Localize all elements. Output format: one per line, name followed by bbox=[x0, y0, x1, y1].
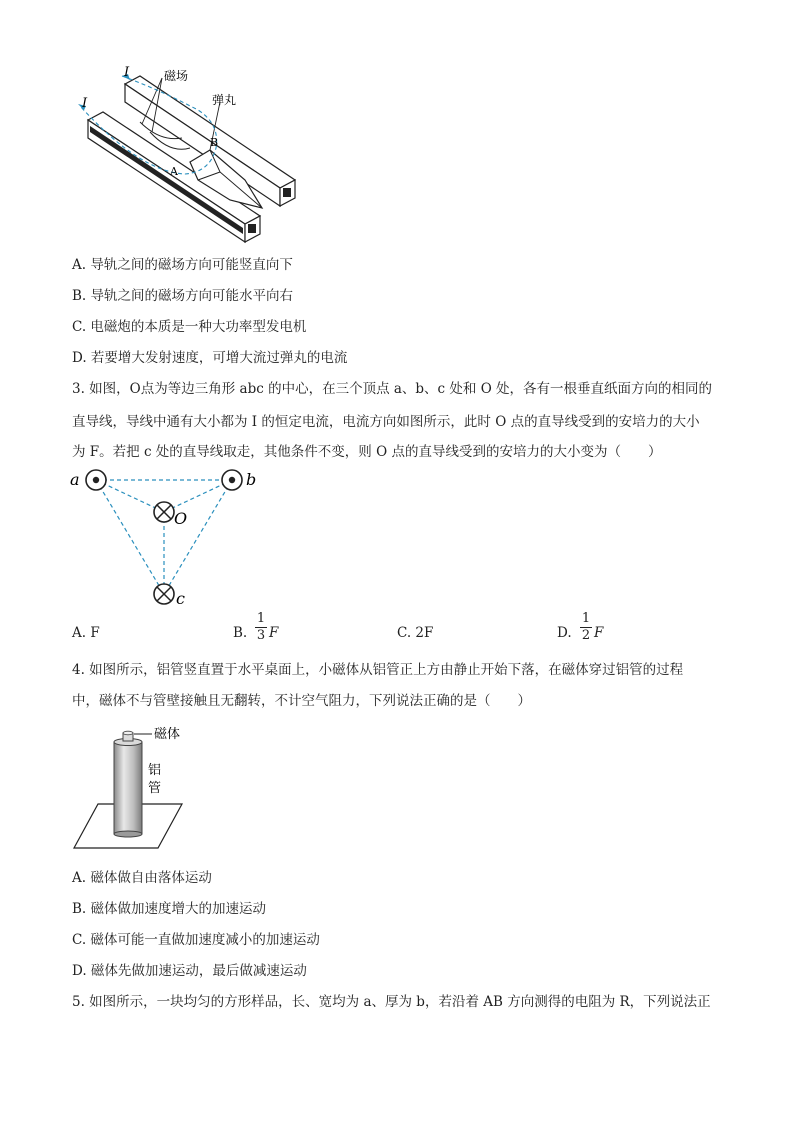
q3-option-b-fraction bbox=[255, 612, 267, 643]
q4-line-2: 中，磁体不与管壁接触且无翻转，不计空气阻力，下列说法正确的是（ ） bbox=[72, 693, 531, 709]
q3-line-2: 直导线，导线中通有大小都为 I 的恒定电流，电流方向如图所示，此时 O 点的直导线受到的安培力的大小 bbox=[72, 414, 700, 430]
vertex-b-label: b bbox=[246, 470, 257, 489]
q3-option-c: C. 2F bbox=[397, 625, 434, 641]
q3-option-b-prefix: B. bbox=[233, 625, 248, 641]
q3-option-b-denominator: 3 bbox=[256, 628, 266, 643]
q4-line-1: 4. 如图所示，铝管竖直置于水平桌面上，小磁体从铝管正上方由静止开始下落，在磁体穿过铝管的过程 bbox=[72, 662, 684, 678]
q4-option-b: B. 磁体做加速度增大的加速运动 bbox=[72, 901, 267, 917]
q3-option-d-fraction bbox=[580, 612, 592, 643]
q2-option-d: D. 若要增大发射速度，可增大流过弹丸的电流 bbox=[72, 350, 348, 366]
center-o-label: O bbox=[174, 509, 188, 528]
q3-line-1: 3. 如图，O点为等边三角形 abc 的中心，在三个顶点 a、b、c 处和 O 处，各有一根垂直纸面方向的相同的 bbox=[72, 381, 713, 397]
q3-option-d-var: F bbox=[594, 625, 604, 641]
point-b-label: B bbox=[210, 136, 219, 149]
aluminum-tube-figure bbox=[74, 724, 204, 852]
q4-option-a: A. 磁体做自由落体运动 bbox=[72, 870, 212, 886]
tube-label-1: 铝 bbox=[148, 763, 162, 778]
magnet-label: 磁体 bbox=[154, 727, 181, 742]
q3-option-d-prefix: D. bbox=[557, 625, 572, 641]
tube-label-2: 管 bbox=[148, 781, 162, 796]
q2-option-a: A. 导轨之间的磁场方向可能竖直向下 bbox=[72, 257, 293, 273]
q3-option-b-var: F bbox=[269, 625, 279, 641]
q3-option-b-numerator: 1 bbox=[256, 611, 266, 626]
q3-line-3: 为 F。若把 c 处的直导线取走，其他条件不变，则 O 点的直导线受到的安培力的大小变为（ ） bbox=[72, 444, 662, 460]
vertex-c-label: c bbox=[176, 589, 185, 608]
field-label: 磁场 bbox=[164, 69, 189, 83]
triangle-wires-figure bbox=[70, 466, 270, 611]
q3-option-d-denominator: 2 bbox=[581, 628, 591, 643]
current-label-left: I bbox=[82, 96, 88, 111]
q4-option-d: D. 磁体先做加速运动，最后做减速运动 bbox=[72, 963, 307, 979]
current-label-top: I bbox=[124, 65, 130, 80]
q5-line-1: 5. 如图所示，一块均匀的方形样品，长、宽均为 a、厚为 b，若沿着 AB 方向测得的电阻为 R，下列说法正 bbox=[72, 994, 711, 1010]
q4-option-c: C. 磁体可能一直做加速度减小的加速运动 bbox=[72, 932, 320, 948]
q2-option-b: B. 导轨之间的磁场方向可能水平向右 bbox=[72, 288, 294, 304]
railgun-figure bbox=[70, 62, 310, 252]
q3-option-d-numerator: 1 bbox=[581, 611, 591, 626]
point-a-label: A bbox=[170, 165, 178, 178]
vertex-a-label: a bbox=[70, 470, 80, 489]
q3-option-a: A. F bbox=[72, 625, 100, 641]
projectile-label: 弹丸 bbox=[212, 93, 237, 107]
q2-option-c: C. 电磁炮的本质是一种大功率型发电机 bbox=[72, 319, 307, 335]
